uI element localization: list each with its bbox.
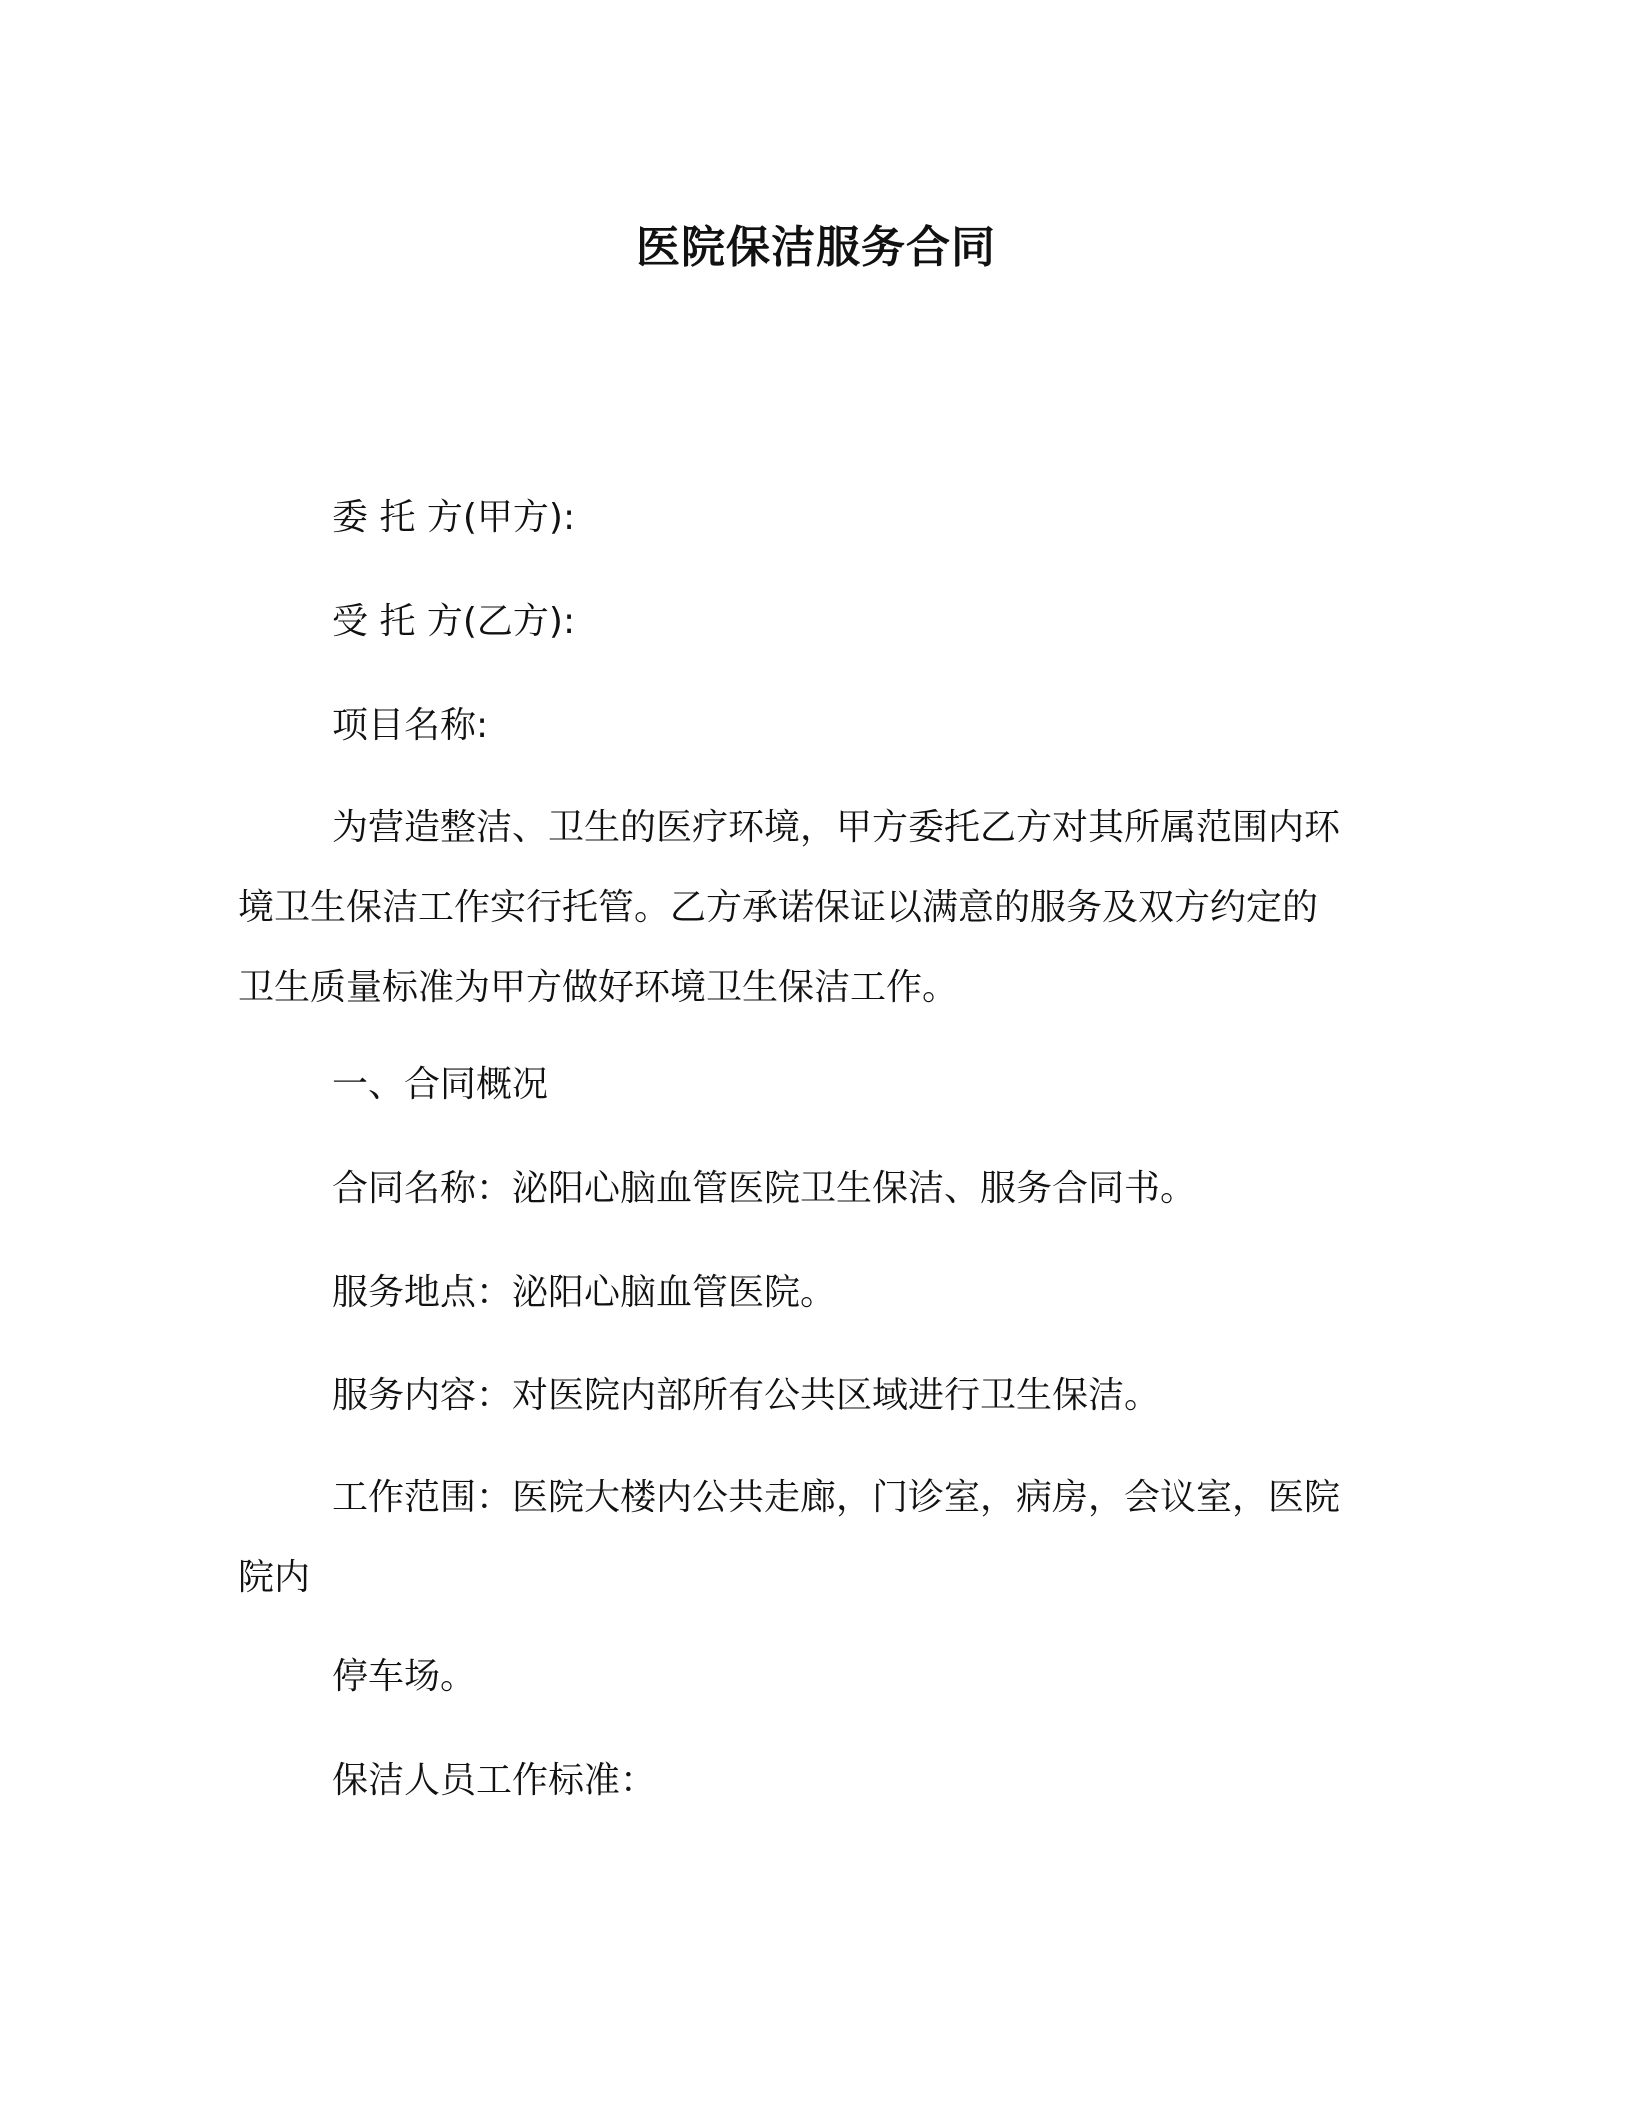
contract-name-line: 合同名称：泌阳心脑血管医院卫生保洁、服务合同书。: [332, 1168, 1197, 1209]
party-a-label: 委 托 方(甲方):: [332, 497, 576, 538]
party-b-label: 受 托 方(乙方):: [332, 601, 576, 642]
parking-line: 停车场。: [332, 1656, 477, 1697]
service-location-line: 服务地点：泌阳心脑血管医院。: [332, 1272, 837, 1313]
intro-paragraph: [238, 788, 1378, 1028]
project-name-label: 项目名称:: [332, 705, 489, 746]
intro-line-1: 为营造整洁、卫生的医疗环境，甲方委托乙方对其所属范围内环: [332, 807, 1341, 848]
intro-line-3: 卫生质量标准为甲方做好环境卫生保洁工作。: [238, 967, 959, 1008]
work-scope-line-2: 院内: [238, 1557, 311, 1598]
section-heading: 一、合同概况: [332, 1064, 549, 1105]
service-content-line: 服务内容：对医院内部所有公共区域进行卫生保洁。: [332, 1375, 1161, 1416]
intro-line-2: 境卫生保洁工作实行托管。乙方承诺保证以满意的服务及双方约定的: [238, 887, 1319, 928]
work-scope-line-1: 工作范围：医院大楼内公共走廊，门诊室，病房，会议室，医院: [332, 1477, 1341, 1518]
staff-standard-line: 保洁人员工作标准：: [332, 1760, 657, 1801]
work-scope-paragraph: [238, 1458, 1378, 1618]
document-title: 医院保洁服务合同: [636, 222, 996, 273]
